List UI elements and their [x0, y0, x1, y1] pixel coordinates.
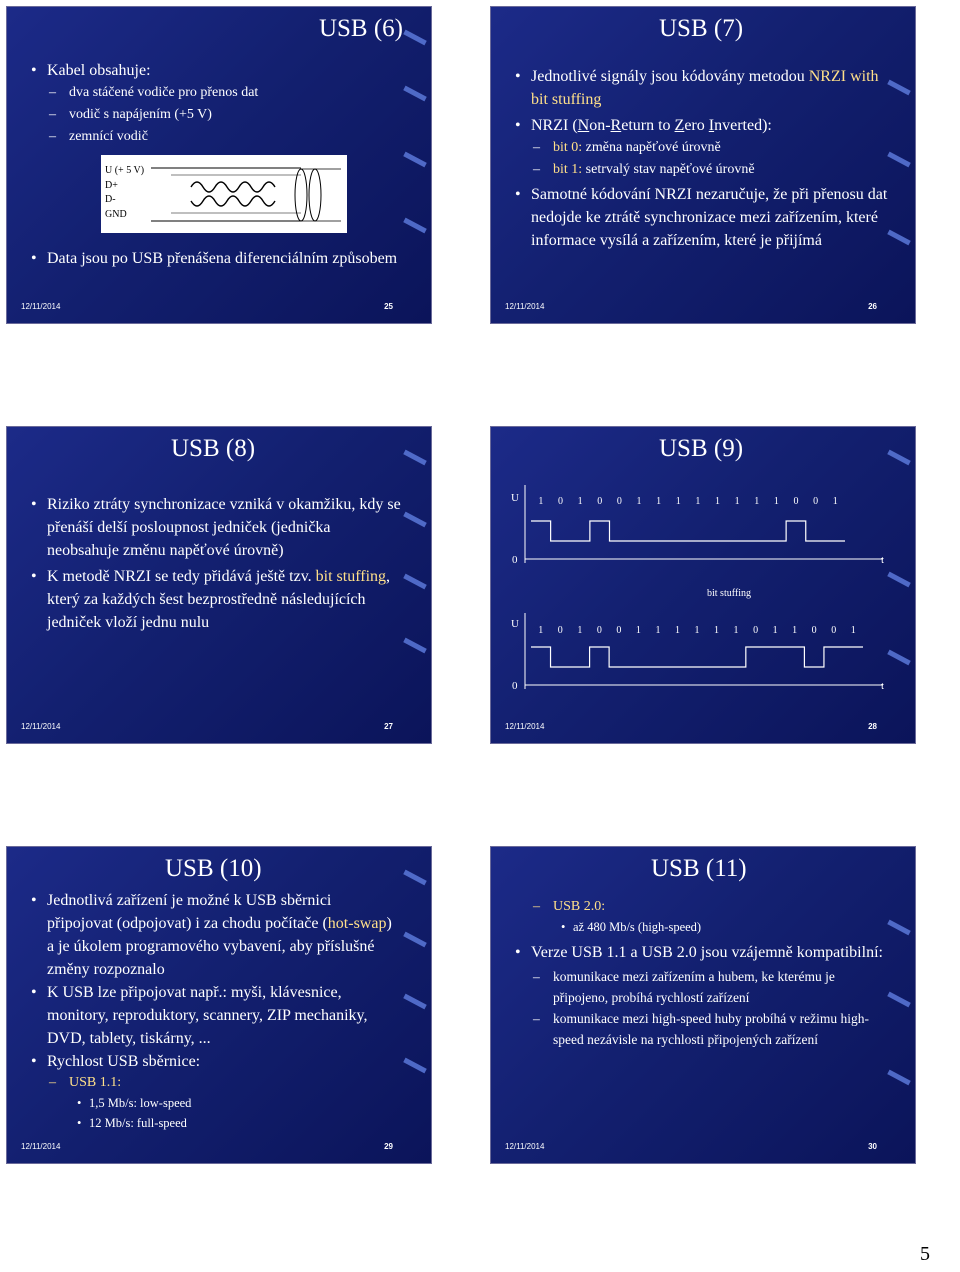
bit-value: 1 — [655, 625, 661, 636]
bit-value: 1 — [714, 625, 720, 636]
bit-value: 1 — [674, 625, 680, 636]
axis-label-t: t — [881, 554, 885, 566]
bit-value: 1 — [714, 496, 720, 507]
corner-decoration — [403, 218, 427, 234]
bullet-text: on- — [589, 117, 611, 134]
bit-value: 0 — [557, 496, 563, 507]
bullet-text: , který za každých šest bezprostředně následujících jedniček vloží jednu nulu — [47, 568, 391, 631]
bit-stuffing-label: bit stuffing — [707, 588, 751, 599]
cable-label: D+ — [105, 180, 118, 191]
bit-value: 0 — [831, 625, 837, 636]
bit-value: 0 — [793, 496, 799, 507]
sub-bullet: – USB 1.1: — [29, 1073, 399, 1093]
footer-date: 12/11/2014 — [21, 302, 61, 311]
bullet — [29, 889, 399, 981]
bullet-text: NRZI ( — [531, 117, 578, 134]
bit-value: 0 — [813, 496, 819, 507]
bit-value: 1 — [694, 625, 700, 636]
bit-value: 1 — [538, 496, 544, 507]
bit-value: 1 — [772, 625, 778, 636]
sub-bullet: – dva stáčené vodiče pro přenos dat — [29, 82, 407, 104]
highlight-text: bit 0: — [553, 140, 583, 155]
bullet: • K USB lze připojovat např.: myši, klávesnice, monitory, reproduktory, scannery, ZIP mechaniky, DVD, tablety, tiskárny, ... — [29, 981, 399, 1050]
slide-number: 25 — [384, 302, 393, 311]
axis-label-u: U — [511, 492, 519, 504]
corner-decoration — [887, 920, 911, 936]
underlined-letter: I — [708, 117, 715, 134]
page-number: 5 — [920, 1243, 930, 1265]
slide-usb-11 — [490, 846, 916, 1164]
cable-label: U (+ 5 V) — [105, 165, 145, 176]
signal-waveform — [531, 647, 863, 667]
bit-value: 1 — [754, 496, 760, 507]
bullet — [513, 65, 891, 111]
underlined-letter: N — [577, 117, 590, 134]
axis-label-u: U — [511, 618, 519, 630]
bit-value: 1 — [636, 496, 642, 507]
bit-value: 1 — [577, 625, 583, 636]
bit-value: 1 — [734, 496, 740, 507]
bit-value: 1 — [792, 625, 798, 636]
slide-usb-6 — [6, 6, 432, 324]
bit-value: 0 — [597, 496, 603, 507]
bullet-text: nverted): — [714, 117, 772, 134]
sub-bullet: – USB 2.0: — [513, 897, 885, 917]
bullet-text: Jednotlivá zařízení je možné k USB sběrnici připojovat (odpojovat) i za chodu počítače ( — [47, 892, 332, 932]
sub-sub-bullet: • 1,5 Mb/s: low-speed — [29, 1093, 399, 1113]
cable-illustration — [101, 155, 347, 233]
slide-title: USB (6) — [318, 15, 403, 42]
slide-title: USB (9) — [659, 435, 744, 462]
footer-date: 12/11/2014 — [505, 722, 545, 731]
cable-diagram — [101, 155, 347, 233]
corner-decoration — [887, 992, 911, 1008]
bit-value: 0 — [616, 496, 622, 507]
sub-bullet — [513, 159, 891, 181]
slide-usb-10 — [6, 846, 432, 1164]
sub-sub-bullet: • 12 Mb/s: full-speed — [29, 1113, 399, 1133]
bit-value: 1 — [675, 496, 681, 507]
bullet-text: eturn to — [621, 117, 675, 134]
bit-value: 1 — [635, 625, 641, 636]
slide-number: 26 — [868, 302, 877, 311]
sub-sub-bullet: • až 480 Mb/s (high-speed) — [513, 917, 885, 937]
underlined-letter: R — [610, 117, 622, 134]
slide-title: USB (10) — [165, 855, 262, 882]
bullet-text: ero — [684, 117, 709, 134]
slide-number: 27 — [384, 722, 393, 731]
corner-decoration — [403, 450, 427, 466]
bit-value: 1 — [850, 625, 856, 636]
slide-usb-8 — [6, 426, 432, 744]
corner-decoration — [403, 932, 427, 948]
bullet: • Kabel obsahuje: — [29, 59, 407, 82]
slide-number: 28 — [868, 722, 877, 731]
bullet-text: Jednotlivé signály jsou kódovány metodou — [531, 68, 809, 85]
cable-label: GND — [105, 209, 127, 220]
corner-decoration — [403, 152, 427, 168]
bit-value: 1 — [695, 496, 701, 507]
bullet: • Verze USB 1.1 a USB 2.0 jsou vzájemně kompatibilní: — [513, 941, 885, 964]
slide-title: USB (7) — [659, 15, 744, 42]
bit-value: 0 — [616, 625, 622, 636]
bit-value: 1 — [773, 496, 779, 507]
axis-label-t: t — [881, 680, 885, 692]
cable-label: D- — [105, 194, 116, 205]
sub-bullet: – vodič s napájením (+5 V) — [29, 104, 407, 126]
footer-date: 12/11/2014 — [505, 302, 545, 311]
bit-value: 0 — [753, 625, 759, 636]
bullet-text: K metodě NRZI se tedy přidává ještě tzv. — [47, 568, 316, 585]
slide-number: 29 — [384, 1142, 393, 1151]
axis-label-zero: 0 — [512, 554, 518, 566]
corner-decoration — [403, 512, 427, 528]
bit-value: 1 — [832, 496, 838, 507]
bullet — [513, 114, 891, 137]
bit-value: 1 — [577, 496, 583, 507]
sub-bullet — [513, 137, 891, 159]
bit-value: 1 — [538, 625, 544, 636]
corner-decoration — [403, 30, 427, 46]
highlight-text: hot-swap — [327, 915, 387, 932]
corner-decoration — [403, 1058, 427, 1074]
highlight-text: bit 1: — [553, 162, 583, 177]
corner-decoration — [403, 574, 427, 590]
sub-bullet: – zemnící vodič — [29, 126, 407, 148]
corner-decoration — [403, 994, 427, 1010]
corner-decoration — [403, 638, 427, 654]
bit-value: 0 — [557, 625, 563, 636]
sub-bullet-text: setrvalý stav napěťové úrovně — [582, 162, 755, 177]
bit-value: 1 — [733, 625, 739, 636]
underlined-letter: Z — [674, 117, 685, 134]
sub-bullet: – komunikace mezi zařízením a hubem, ke kterému je připojeno, probíhá rychlostí zařízení — [513, 966, 885, 1008]
slide-title: USB (11) — [651, 855, 747, 882]
nrzi-signal-diagram — [491, 427, 916, 744]
bullet: • Rychlost USB sběrnice: — [29, 1050, 399, 1073]
sub-bullet: – komunikace mezi high-speed huby probíhá v režimu high-speed nezávisle na rychlosti připojených zařízení — [513, 1008, 885, 1050]
bullet: • Samotné kódování NRZI nezaručuje, že při přenosu dat nedojde ke ztrátě synchronizace mezi zařízením, které informace vysílá a zařízením, které je přijímá — [513, 183, 891, 252]
bit-value: 1 — [656, 496, 662, 507]
footer-date: 12/11/2014 — [505, 1142, 545, 1151]
corner-decoration — [403, 870, 427, 886]
signal-waveform — [531, 521, 845, 541]
axis-label-zero: 0 — [512, 680, 518, 692]
slide-title: USB (8) — [171, 435, 256, 462]
highlight-text: NRZI with bit stuffing — [531, 68, 879, 108]
bit-value: 0 — [811, 625, 817, 636]
slide-usb-9 — [490, 426, 916, 744]
footer-date: 12/11/2014 — [21, 1142, 61, 1151]
bullet — [29, 565, 401, 634]
bullet: • Data jsou po USB přenášena diferenciálním způsobem — [29, 247, 407, 270]
slide-number: 30 — [868, 1142, 877, 1151]
footer-date: 12/11/2014 — [21, 722, 61, 731]
slide-usb-7 — [490, 6, 916, 324]
highlight-text: bit stuffing — [315, 568, 387, 585]
bullet-text: ) a je úkolem programového vybavení, aby příslušné změny rozpoznalo — [47, 915, 392, 978]
bullet: • Riziko ztráty synchronizace vzniká v okamžiku, kdy se přenáší delší posloupnost jedniček (jednička neobsahuje změnu napěťové úrovně) — [29, 493, 401, 562]
bit-value: 0 — [596, 625, 602, 636]
corner-decoration — [887, 1070, 911, 1086]
sub-bullet-text: změna napěťové úrovně — [582, 140, 721, 155]
